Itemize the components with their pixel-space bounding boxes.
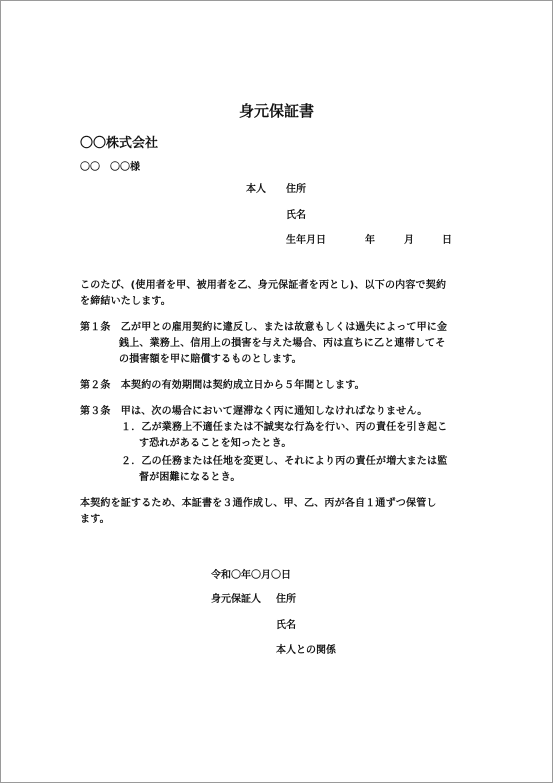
company-name: 〇〇株式会社 [80, 136, 159, 151]
guarantor-relation-label: 本人との関係 [276, 645, 336, 656]
article1-line-2: 銭上、業務上、信用上の損害を与えた場合、丙は直ちに乙と連帯してそ [119, 338, 446, 349]
intro-line-1: このたび、(使用者を甲、被用者を乙、身元保証者を丙とし)、以下の内容で契約 [80, 280, 447, 291]
principal-birthdate-label: 生年月日 [286, 235, 326, 246]
principal-label: 本人 [246, 184, 266, 195]
addressee: 〇〇 〇〇様 [80, 162, 140, 173]
article3-item2-line-2: 督が困難になるとき。 [139, 472, 241, 483]
article2: 第２条 本契約の有効期間は契約成立日から５年間とします。 [80, 380, 365, 391]
principal-name-label: 氏名 [286, 210, 306, 221]
birth-month-label: 月 [404, 235, 414, 246]
document-title: 身元保証書 [238, 102, 314, 120]
article3-item2-line-1: ２．乙の任務または任地を変更し、それにより丙の責任が増大または監 [121, 456, 448, 467]
guarantor-address-label: 住所 [276, 594, 296, 605]
article1-line-3: の損害額を甲に賠償するものとします。 [119, 354, 302, 365]
principal-address-label: 住所 [286, 184, 306, 195]
guarantor-name-label: 氏名 [276, 620, 296, 631]
guarantor-label: 身元保証人 [211, 594, 261, 605]
article3-item1-line-1: １．乙が業務上不適任または不誠実な行為を行い、丙の責任を引き起こ [121, 422, 448, 433]
birth-year-label: 年 [365, 235, 375, 246]
intro-line-2: を締結いたします。 [80, 296, 171, 307]
closing-line-1: 本契約を証するため、本証書を３通作成し、甲、乙、丙が各自１通ずつ保管し [80, 498, 437, 509]
document-date: 令和〇年〇月〇日 [211, 570, 291, 581]
article3-lead: 第３条 甲は、次の場合において遅滞なく丙に通知しなければなりません。 [80, 406, 428, 417]
article3-item1-line-2: す恐れがあることを知ったとき。 [139, 438, 292, 449]
closing-line-2: ます。 [80, 514, 110, 525]
birth-day-label: 日 [442, 235, 452, 246]
article1-line-1: 第１条 乙が甲との雇用契約に違反し、または故意もしくは過失によって甲に金 [80, 322, 448, 333]
